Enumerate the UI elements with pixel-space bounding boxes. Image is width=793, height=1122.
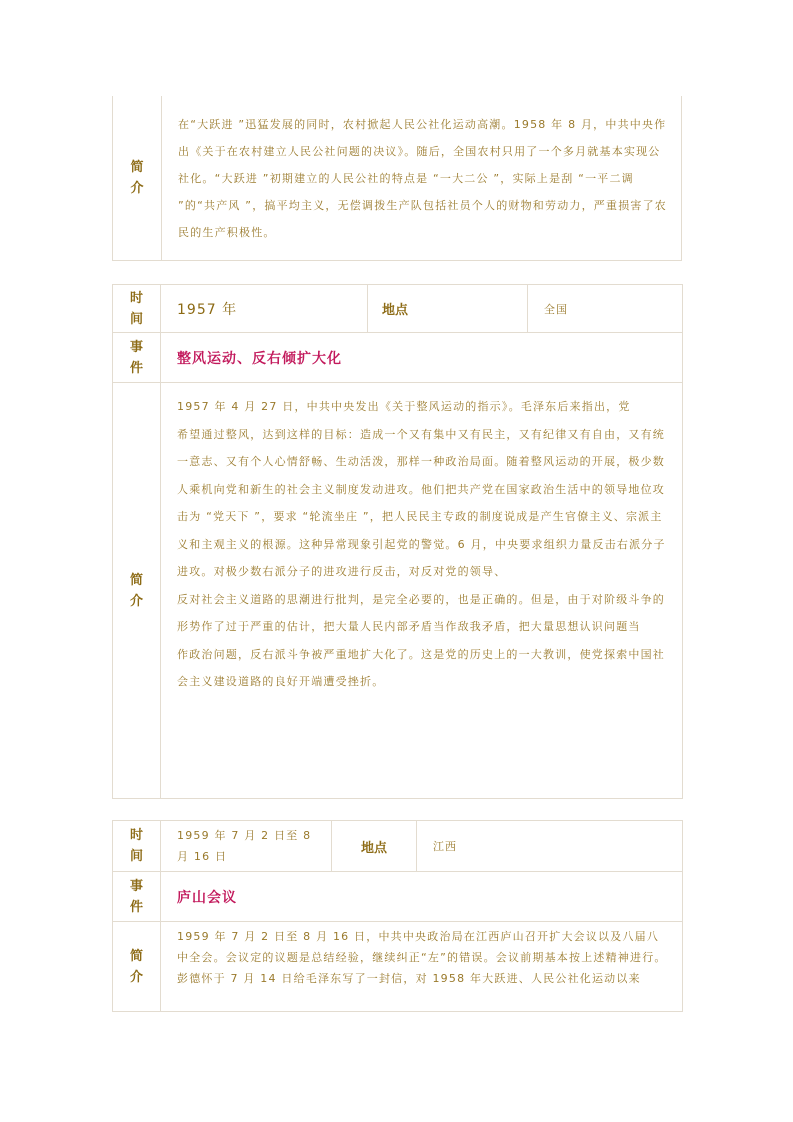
time-label-cell — [113, 821, 161, 872]
summary-text-cell — [162, 96, 682, 261]
summary-paragraph: 反对社会主义道路的思潮进行批判，是完全必要的，也是正确的。但是，由于对阶级斗争的形势作了过于严重的估计，把大量人民内部矛盾当作敌我矛盾，把大量思想认识问题当 — [177, 592, 665, 633]
summary-text-cell — [161, 922, 683, 1012]
event-title: 整风运动、反右倾扩大化 — [161, 333, 683, 383]
summary-label-cell — [113, 383, 161, 799]
summary-label-char: 介 — [130, 181, 144, 196]
event-label-char: 件 — [129, 360, 143, 376]
time-label-cell — [113, 285, 161, 333]
summary-label-char: 简 — [129, 572, 143, 588]
place-label: 地点 — [368, 285, 528, 333]
time-label-char: 时 — [129, 828, 143, 843]
summary-paragraph: 1957 年 4 月 27 日，中共中央发出《关于整风运动的指示》。毛泽东后来指出，党 — [177, 400, 631, 413]
summary-label-char: 介 — [129, 593, 143, 609]
place-value: 全国 — [528, 285, 683, 333]
section-rectification-table — [112, 284, 683, 799]
summary-paragraph: 彭德怀于 7 月 14 日给毛泽东写了一封信，对 1958 年大跃进、人民公社化运动以来 — [177, 972, 641, 985]
event-label-cell — [113, 872, 161, 922]
summary-paragraph: 在“大跃进 ”迅猛发展的同时，农村掀起人民公社化运动高潮。1958 年 8 月，中共中央作出《关于在农村建立人民公社问题的决议》。随后，全国农村只用了一个多月就基本实现公社化。“大跃进 ”初期建立的人民公社的特点是 “一大二公 ”，实际上是刮 “一平二调 ”的“共产风 ”，搞平均主义，无偿调拨生产队包括社员个人的财物和劳动力，严重损害了农民的生产积极性。 — [178, 117, 667, 239]
summary-paragraph: 作政治问题，反右派斗争被严重地扩大化了。这是党的历史上的一大教训，使党探索中国社会主义建设道路的良好开端遭受挫折。 — [177, 647, 665, 688]
summary-label-cell — [113, 922, 161, 1012]
place-value: 江西 — [417, 821, 683, 872]
summary-label-char: 简 — [129, 948, 143, 964]
summary-label-char: 介 — [129, 969, 143, 985]
summary-label-char: 简 — [130, 160, 144, 175]
place-label: 地点 — [332, 821, 417, 872]
time-value: 1957 年 — [161, 285, 368, 333]
event-label-cell — [113, 333, 161, 383]
event-label-char: 事 — [129, 339, 143, 355]
summary-paragraph: 希望通过整风，达到这样的目标：造成一个又有集中又有民主，又有纪律又有自由，又有统一意志、又有个人心情舒畅、生动活泼，那样一种政治局面。随着整风运动的开展，极少数人乘机向党和新生的社会主义制度发动进攻。他们把共产党在国家政治生活中的领导地位攻击为 “党天下 ”，要求 “轮流坐庄 ”，把人民民主专政的制度说成是产生官僚主义、宗派主义和主观主义的根源。这种异常现象引起党的警觉。6 月，中央要求组织力量反击右派分子进攻。对极少数右派分子的进攻进行反击，对反对党的领导、 — [177, 427, 666, 578]
section-lushan-table — [112, 820, 683, 1012]
time-label-char: 时 — [129, 290, 143, 306]
summary-paragraph: 1959 年 7 月 2 日至 8 月 16 日，中共中央政治局在江西庐山召开扩大会议以及八届八中全会。会议定的议题是总结经验，继续纠正“左”的错误。会议前期基本按上述精神进行。 — [177, 930, 667, 964]
event-title: 庐山会议 — [161, 872, 683, 922]
time-label-char: 间 — [129, 849, 143, 864]
section-people-commune-table — [112, 96, 682, 261]
summary-text-cell — [161, 383, 683, 799]
event-label-char: 事 — [129, 878, 143, 894]
summary-label-cell — [113, 96, 162, 261]
time-value: 1959 年 7 月 2 日至 8 月 16 日 — [161, 821, 332, 872]
event-label-char: 件 — [129, 899, 143, 915]
time-label-char: 间 — [129, 311, 143, 327]
